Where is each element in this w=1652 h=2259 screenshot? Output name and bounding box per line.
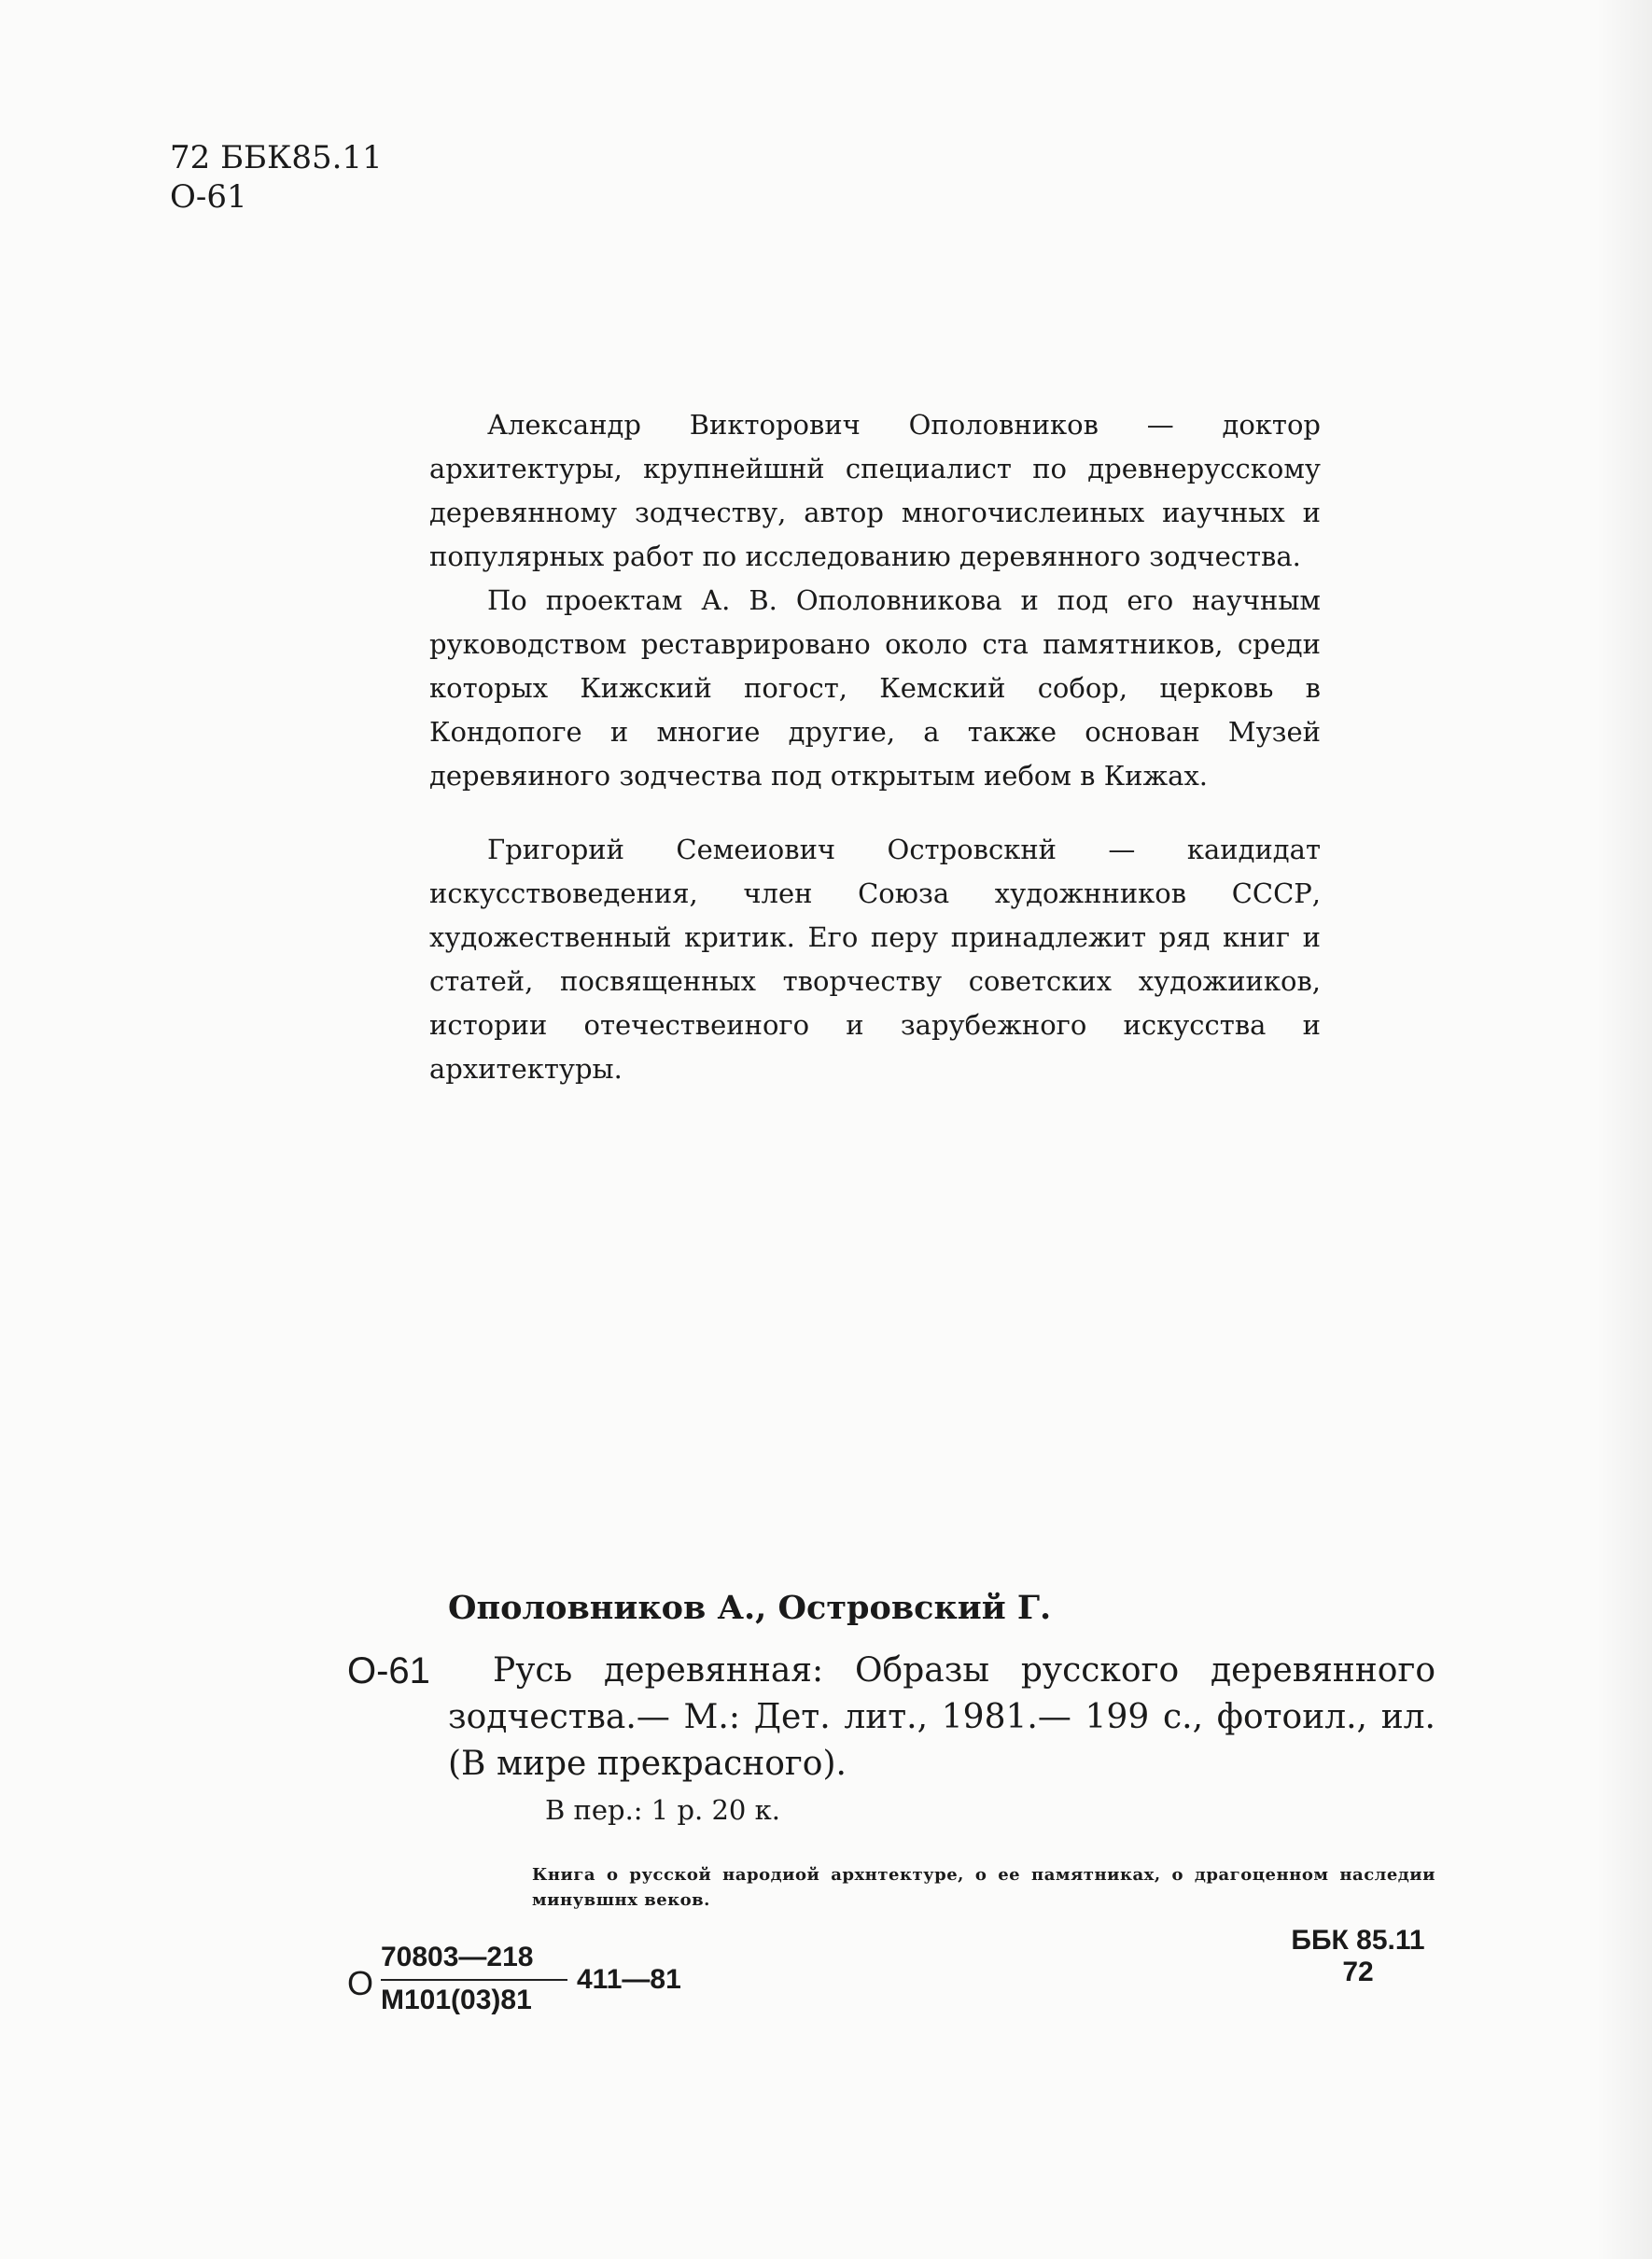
- classification-line-1: 72 ББК85.11: [170, 139, 383, 176]
- catalog-index-code: О-61: [347, 1650, 430, 1691]
- fraction-line: [381, 1979, 567, 1981]
- catalog-description: [448, 1648, 1435, 1788]
- page-edge-shadow: [1596, 0, 1652, 2259]
- catalog-authors: Ополовников А., Островский Г.: [448, 1589, 1052, 1627]
- bio-paragraph: По проектам А. В. Ополовникова и под его научным руководством реставрировано около ста памятников, среди которых Кижский погост, Кемский собор, церковь в Кондопоге и многие другие, а также основан Музей деревяиного зодчества под открытым иебом в Кижах.: [429, 584, 1321, 792]
- bio-paragraph: Александр Викторович Ополовников — доктор архитектуры, крупнейшнй специалист по древнерусскому деревянному зодчеству, автор многочислеиных иаучных и популярных работ по исследованию деревянного зодчества.: [429, 409, 1321, 572]
- bbk-line-1: ББК 85.11: [1291, 1925, 1425, 1956]
- annotation-text: Книга о русской народиой архнтектуре, о ее памятниках, о драгоценном наследии минувшнх веков.: [532, 1865, 1435, 1910]
- index-denominator: М101(03)81: [381, 1985, 532, 2015]
- classification-line-2: О-61: [170, 178, 247, 216]
- author-bio-ostrovsky: [429, 828, 1321, 1091]
- index-prefix: О: [347, 1964, 374, 2002]
- catalog-price: В пер.: 1 р. 20 к.: [545, 1794, 780, 1826]
- bbk-code: [1279, 1925, 1437, 1988]
- index-numerator: 70803—218: [381, 1942, 534, 1972]
- bio-paragraph: Григорий Семеиович Островскнй — каидидат искусствоведения, член Союза художнников СССР, художественный критик. Его перу принадлежит ряд книг и статей, посвященных творчеству советских художииков, истории отечествеиного и зарубежного искусства и архитектуры.: [429, 834, 1321, 1085]
- index-suffix: 411—81: [577, 1964, 681, 1995]
- classification-code: [170, 138, 383, 217]
- bbk-line-2: 72: [1342, 1957, 1374, 1987]
- description-text: Русь деревянная: Образы русского деревянного зодчества.— М.: Дет. лит., 1981.— 199 с., фотоил., ил. (В мире прекрасного).: [448, 1651, 1435, 1783]
- author-bio-oplovnikov: [429, 403, 1321, 798]
- catalog-annotation: [532, 1862, 1435, 1913]
- catalog-fraction-index: [347, 1942, 739, 2026]
